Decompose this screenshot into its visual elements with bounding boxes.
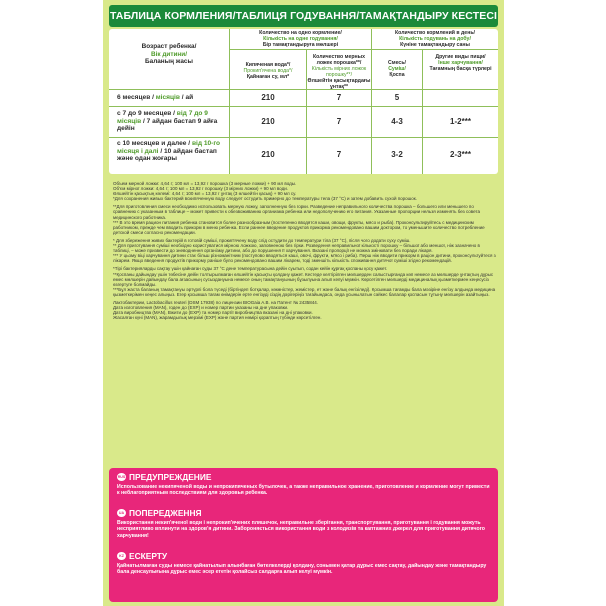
table-divider [109, 137, 498, 138]
water-value: 210 [261, 117, 275, 126]
lang-badge-icon: UA [118, 511, 125, 515]
note: *** У цьому віці харчування дитини стає більш різноманітним (поступово вводяться каші, овочі, фрукти, м'ясо і риба). Перш ніж вводити прикорм в раціон дитини, проконсультуйтеся з лікарем. Якщо введення продуктів прикорму раніше було рекомендовано вашим лікарем, тоді зменшіть кількість споживання дитячої суміші згідно рекомендацій. [113, 253, 496, 264]
note: Объем мерной ложки: 4,64 г; 100 мл = 13,92 г порошка (3 мерные ложки) + 90 мл воды. [113, 181, 297, 186]
water-value: 210 [261, 93, 275, 102]
lang-badge-icon: RUS [117, 475, 126, 479]
note: ***Бұл жаста баланың тамақтануы әртүрлі бола түседі (біртіндеп ботқалар, көкөністер, жемістер, ет және балық енгізіледі). Қосымша тағамды бала мәзіріне енгізу алдында медицина қызметкерімен кеңес алыңыз. Егер қосымша тағам өнімдерін ерте енгізуді сіздің дәрігеріңіз тағайындаса, онда ұсынылатын сәйкес балалар қоспасын тұтыну мөлшерін азайтыңыз. [113, 286, 496, 297]
per-day-header: Количество кормлений в день/ Кількість годувань на добу/ Күніне тамақтандыру саны [395, 30, 475, 48]
spoons-value: 7 [336, 93, 342, 102]
water-header: Кипяченая вода*/ Прокип'ячена вода*/ Қайнаған су, мл* [243, 62, 293, 80]
note: Об'єм мірної ложки: 4,64 г; 100 мл = 13,92 г порошку (3 мірних ложки) + 90 мл води. [113, 186, 288, 192]
per-feeding-header: Количество на одно кормление/ Кількість на одне годування/ Бір тамақтандыруға мөлшері [259, 30, 342, 48]
note: Дата виробництва (MAN), Вжити до (EXP) та номер партії виробництва вказані на дні упаковки. [113, 310, 313, 316]
warning-heading: RUS ПРЕДУПРЕЖДЕНИЕ [117, 472, 212, 482]
warning-heading: UA ПОПЕРЕДЖЕННЯ [118, 508, 202, 518]
row-age-label: с 7 до 9 месяцев / від 7 до 9 місяців / 7 айдан бастап 9 айға дейін [117, 110, 218, 133]
instructions-text [113, 181, 496, 320]
table-divider [229, 49, 498, 50]
spoons-value: 7 [336, 150, 342, 159]
other-food-header: Другие виды пищи/ Інше харчування/ Тағамның басқа түрлері [429, 54, 492, 72]
table-divider [109, 106, 498, 107]
note: Дата изготовления (MAN), годен до (EXP) и номер партии указаны на дне упаковки. [113, 305, 289, 311]
feeding-table [109, 29, 498, 174]
spoons-value: 7 [336, 117, 342, 126]
note: *Тірі бактерияларды сақтау үшін қайнаған суды 37 °С дене температурасына дейін суытып, содан кейін құрғақ қоспаны қосу қажет. [113, 266, 388, 272]
spoons-header: Количество мерных ложек порошка**/ Кількість мірних ложок порошку**/ Өлшейтін қасықтардағы ұнтақ** [307, 54, 371, 90]
row-age-label: 6 месяцев / місяців / ай [117, 94, 194, 101]
note: Жасалған күні (MAN), жарамдылық мерзімі (EXP) және партия нөмірі қораптың түбінде көрсетілген. [113, 315, 322, 321]
note: *** В это время рацион питания ребенка становится более разнообразным (постепенно вводятся каши, овощи, фрукты, мясо и рыба). Проконсультируйтесь с медицинским работником, прежде чем вводить прикорм в меню ребенка. Если раннее введение продуктов прикорма рекомендовано вашим доктором, то уменьшите количество потребление детской смеси согласно рекомендации. [113, 219, 485, 235]
water-value: 210 [261, 150, 275, 159]
other-food-value: 1-2*** [450, 117, 471, 126]
note: Өлшейтін қасықтың көлемі: 4,64 г; 100 мл = 13,92 г ұнтақ (3 өлшейтін қасық) + 90 мл су. [113, 191, 297, 197]
warning-text: Використання некип'яченої води і непрокип'ячених пляшечок, неправильне зберігання, транспортування, приготування і годування можуть несприятливо вплинути на здоров'я дитини. Забороняється використання води з колодязів та каптажних джерел для приготування дитячого харчування! [117, 520, 485, 539]
warning-box [109, 468, 498, 602]
lang-badge-icon: KZ [117, 552, 126, 560]
other-food-value: 2-3*** [450, 150, 471, 159]
warning-text: Использование некипяченой воды и непрокипяченых бутылочек, а также неправильное хранение, приготовление и кормление могут привести к неблагоприятным последствиям для здоровья ребенка. [117, 484, 490, 497]
note: * Для збереження живих бактерій в готовій суміші, прокип'ячену воду слід остудити до температури тіла (37 °С), після чого додати суху суміш. [113, 237, 411, 243]
label-panel [103, 0, 504, 606]
page-title: ТАБЛИЦА КОРМЛЕНИЯ/ТАБЛИЦЯ ГОДУВАННЯ/ТАМАҚТАНДЫРУ КЕСТЕСІ [109, 5, 498, 27]
note: **Қоспаны дайындау үшін төбесіне дейін толтырылмаған өлшейтін қасықты қолдану қажет. Кестеде келтірілген мөлшерден салыстырғанда көп немесе аз мөлшерде ұнтақтың дұрыс емес мөлшерін дайындау бала ағзасының сусыздануына немесе оның тамақтануының бұзылуына алып келуі мүмкін. Көрсетілген мөлшерді медициналық қызметкермен кеңесусіз өзгертуге болмайды. [113, 271, 494, 287]
note: ** Для приготування суміші необхідно користуватися мірною ложкою, заповненою без гірки. Розведення неправильної кількості порошку – більшої або меншої, ніж зазначено в таблиці, – може призвести до зневоднення організму дитини, або до порушення її харчування. Вказані пропорції не можна змінювати без поради лікаря. [113, 243, 480, 254]
note: Лактобактерии, Lactobacillus reuteri (DSM 17938) по лицензии BIOGaia A.B. на Патент № 2435844. [113, 299, 319, 305]
mix-value: 3-2 [391, 150, 403, 159]
note: *Для сохранения живых бактерий вскипяченную воду следует остудить примерно до температуры тела (37 °С) и затем добавить сухой порошок. [113, 196, 417, 202]
age-header: Возраст ребенка/ Вік дитини/ Баланың жасы [141, 43, 197, 66]
mix-value: 5 [394, 93, 400, 102]
warning-text: Қайнатылмаған суды немесе қайнатылып алынбаған бөтелкелерді қолдану, сонымен қатар дұрыс емес сақтау, дайындау және тамақтандыру бала денсаулығына дұрыс емес әсер ететін қолайсыз салдарға алып келуі мүмкін. [117, 563, 487, 576]
mix-value: 4-3 [391, 117, 403, 126]
warning-heading: KZ ЕСКЕРТУ [117, 552, 167, 561]
table-divider [109, 89, 498, 90]
note: **Для приготовления смеси необходимо использовать мерную ложку, заполненную без горки. Разведение неправильного количества порошка – большего или меньшего по сравнению с указанным в таблице – может привести к обезвоживанию организма ребенка или недополучению его питания. Указанные пропорции нельзя изменять без совета медицинского работника. [113, 204, 480, 220]
mix-header: Смесь/ Суміш/ Қоспа [388, 60, 406, 78]
row-age-label: с 10 месяцев и далее / від 10-го місяця і далі / 10 айдан бастап және одан жоғары [117, 140, 221, 163]
